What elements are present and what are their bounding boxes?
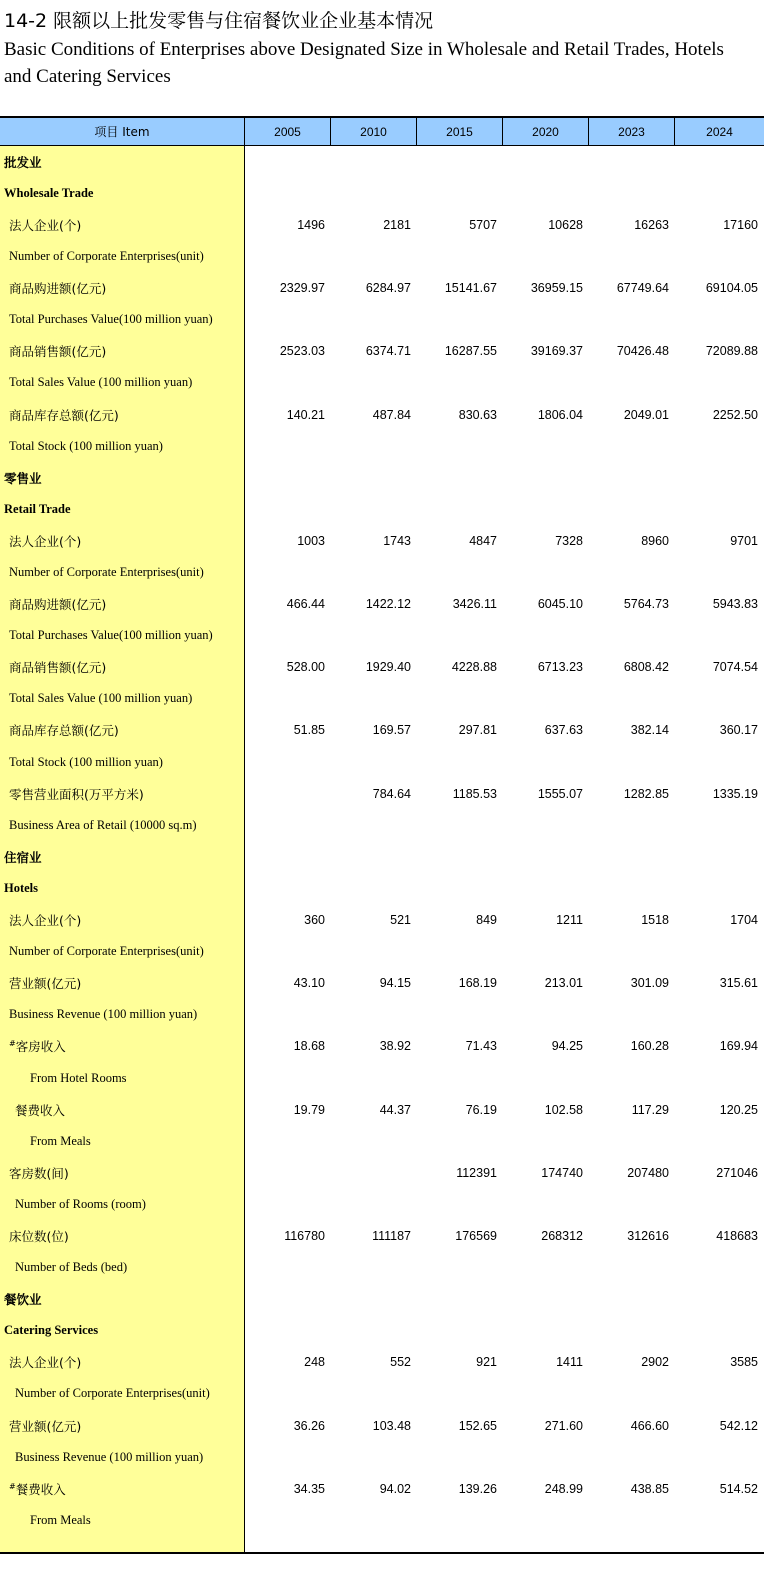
row-label: Number of Corporate Enterprises(unit) xyxy=(9,944,204,959)
table-cell: 6713.23 xyxy=(537,660,583,675)
table-cell: 830.63 xyxy=(458,407,497,422)
row-label: 营业额(亿元) xyxy=(9,1418,82,1434)
header-year: 2005 xyxy=(245,118,331,145)
table-row xyxy=(0,841,764,873)
header-year: 2024 xyxy=(675,118,764,145)
table-cell: 2049.01 xyxy=(623,407,669,422)
table-cell: 168.19 xyxy=(458,976,497,991)
row-label xyxy=(0,1480,245,1498)
table-cell: 103.48 xyxy=(372,1418,411,1433)
table-row xyxy=(0,967,764,999)
table-cell: 117.29 xyxy=(631,1102,669,1117)
table-cell: 1518 xyxy=(641,913,669,928)
table-row xyxy=(0,430,764,462)
table-row xyxy=(0,146,764,178)
row-label: From Meals xyxy=(30,1133,91,1148)
table-title-cn: 14-2 限额以上批发零售与住宿餐饮业企业基本情况 xyxy=(4,10,434,32)
table-cell: 139.26 xyxy=(458,1481,497,1496)
row-label: 商品库存总额(亿元) xyxy=(9,407,119,423)
table-cell: 315.61 xyxy=(719,976,758,991)
table-cell: 43.10 xyxy=(293,976,325,991)
table-row xyxy=(0,588,764,620)
table-row xyxy=(0,715,764,747)
row-label: 商品购进额(亿元) xyxy=(9,281,107,297)
table-cell: 4847 xyxy=(469,533,497,548)
table-cell: 382.14 xyxy=(630,723,669,738)
row-label: 法人企业(个) xyxy=(9,1355,82,1371)
table-cell: 140.21 xyxy=(286,407,325,422)
row-label: Number of Beds (bed) xyxy=(15,1260,128,1275)
table-row xyxy=(0,1094,764,1126)
table-cell: 19.79 xyxy=(293,1102,325,1117)
header-year: 2020 xyxy=(503,118,589,145)
table-cell: 921 xyxy=(476,1355,497,1370)
table-row xyxy=(0,304,764,336)
row-label: 商品销售额(亿元) xyxy=(9,660,107,676)
table-cell: 3585 xyxy=(730,1355,758,1370)
table-cell: 271.60 xyxy=(544,1418,583,1433)
table-cell: 1003 xyxy=(297,533,325,548)
table-row xyxy=(0,462,764,494)
table-cell: 1185.53 xyxy=(452,786,497,801)
row-label: 客房数(间) xyxy=(9,1165,69,1181)
section-label: 住宿业 xyxy=(4,849,42,865)
table-cell: 271046 xyxy=(716,1165,758,1180)
table-cell: 7074.54 xyxy=(712,660,758,675)
row-label: Total Stock (100 million yuan) xyxy=(9,754,163,769)
table-cell: 94.15 xyxy=(379,976,411,991)
row-label: Number of Corporate Enterprises(unit) xyxy=(9,565,204,580)
row-label: Total Sales Value (100 million yuan) xyxy=(9,691,193,706)
table-cell: 16287.55 xyxy=(444,344,497,359)
table-cell: 67749.64 xyxy=(616,281,669,296)
table-cell: 1335.19 xyxy=(712,786,758,801)
note-mark: # xyxy=(9,1481,16,1491)
table-cell: 1211 xyxy=(556,913,583,928)
table-cell: 301.09 xyxy=(630,976,669,991)
row-label: Number of Corporate Enterprises(unit) xyxy=(9,249,204,264)
table-cell: 4228.88 xyxy=(451,660,497,675)
table-cell: 1704 xyxy=(730,913,758,928)
table-row xyxy=(0,336,764,368)
table-cell: 34.35 xyxy=(293,1481,325,1496)
table-row xyxy=(0,494,764,526)
table-cell: 1411 xyxy=(556,1355,583,1370)
row-label: 商品销售额(亿元) xyxy=(9,344,107,360)
table-row xyxy=(0,936,764,968)
table-cell: 2902 xyxy=(641,1355,669,1370)
table-row xyxy=(0,746,764,778)
table-cell: 120.25 xyxy=(719,1102,758,1117)
row-label: 商品购进额(亿元) xyxy=(9,597,107,613)
section-label: Wholesale Trade xyxy=(4,185,94,200)
row-label: Business Revenue (100 million yuan) xyxy=(9,1007,198,1022)
table-row xyxy=(0,241,764,273)
table-row xyxy=(0,1125,764,1157)
table-title-en: Basic Conditions of Enterprises above Designated Size in Wholesale and Retail Trades, Hotels and Catering Services xyxy=(4,39,724,87)
table-cell: 2523.03 xyxy=(279,344,325,359)
row-label: Total Stock (100 million yuan) xyxy=(9,438,163,453)
table-row xyxy=(0,1062,764,1094)
table-row xyxy=(0,367,764,399)
table-cell: 16263 xyxy=(634,217,669,232)
table-cell: 1496 xyxy=(297,217,325,232)
table-row xyxy=(0,525,764,557)
section-label: Catering Services xyxy=(4,1323,99,1338)
table-row xyxy=(0,1410,764,1442)
header-year: 2010 xyxy=(331,118,417,145)
table-cell: 6808.42 xyxy=(623,660,669,675)
table-cell: 784.64 xyxy=(372,786,411,801)
table-row xyxy=(0,873,764,905)
table-cell: 5764.73 xyxy=(623,597,669,612)
row-label: 法人企业(个) xyxy=(9,533,82,549)
table-row xyxy=(0,1189,764,1221)
table-cell: 487.84 xyxy=(372,407,411,422)
table-cell: 438.85 xyxy=(630,1481,669,1496)
bottom-rule xyxy=(0,1552,764,1554)
table-cell: 111187 xyxy=(372,1228,411,1243)
table-cell: 71.43 xyxy=(465,1039,497,1054)
table-cell: 1743 xyxy=(383,533,411,548)
row-label: Business Area of Retail (10000 sq.m) xyxy=(9,817,197,832)
row-label: 商品库存总额(亿元) xyxy=(9,723,119,739)
table-cell: 466.60 xyxy=(630,1418,669,1433)
table-cell: 169.57 xyxy=(372,723,411,738)
table-cell: 521 xyxy=(390,913,411,928)
table-row xyxy=(0,809,764,841)
table-cell: 466.44 xyxy=(286,597,325,612)
table-row xyxy=(0,1220,764,1252)
table-cell: 70426.48 xyxy=(616,344,669,359)
table-row xyxy=(0,1505,764,1537)
table-cell: 637.63 xyxy=(544,723,583,738)
table-row xyxy=(0,683,764,715)
table-cell: 213.01 xyxy=(544,976,583,991)
table-row xyxy=(0,999,764,1031)
row-label: 床位数(位) xyxy=(9,1228,69,1244)
table-cell: 5707 xyxy=(469,217,497,232)
table-cell: 152.65 xyxy=(458,1418,497,1433)
table-row xyxy=(0,272,764,304)
table-cell: 17160 xyxy=(723,217,758,232)
table-cell: 38.92 xyxy=(379,1039,411,1054)
table-cell: 1929.40 xyxy=(365,660,411,675)
section-label: Hotels xyxy=(4,880,39,895)
table-cell: 2181 xyxy=(383,217,411,232)
header-year: 2015 xyxy=(417,118,503,145)
header-year: 2023 xyxy=(589,118,675,145)
table-cell: 39169.37 xyxy=(530,344,583,359)
table-cell: 2329.97 xyxy=(279,281,325,296)
table-cell: 1282.85 xyxy=(623,786,669,801)
row-label: Number of Rooms (room) xyxy=(15,1196,146,1211)
table-cell: 552 xyxy=(390,1355,411,1370)
table-cell: 1806.04 xyxy=(537,407,583,422)
table-row xyxy=(0,904,764,936)
table-cell: 3426.11 xyxy=(452,597,497,612)
row-label: 法人企业(个) xyxy=(9,217,82,233)
table-row xyxy=(0,209,764,241)
row-label: Number of Corporate Enterprises(unit) xyxy=(15,1386,210,1401)
table-cell: 1555.07 xyxy=(537,786,583,801)
table-cell: 76.19 xyxy=(465,1102,497,1117)
section-label: 批发业 xyxy=(4,154,42,170)
table-cell: 297.81 xyxy=(458,723,497,738)
row-label: Total Purchases Value(100 million yuan) xyxy=(9,312,213,327)
row-label: From Hotel Rooms xyxy=(30,1070,127,1085)
table-cell: 102.58 xyxy=(544,1102,583,1117)
table-cell: 528.00 xyxy=(286,660,325,675)
table-cell: 514.52 xyxy=(719,1481,758,1496)
table-cell: 36959.15 xyxy=(530,281,583,296)
table-row xyxy=(0,620,764,652)
table-cell: 268312 xyxy=(541,1228,583,1243)
table-row xyxy=(0,1031,764,1063)
table-row xyxy=(0,1441,764,1473)
section-label: 零售业 xyxy=(4,470,42,486)
table-row xyxy=(0,1252,764,1284)
table-cell: 69104.05 xyxy=(705,281,758,296)
table-cell: 849 xyxy=(476,913,497,928)
row-label: 法人企业(个) xyxy=(9,913,82,929)
table-row xyxy=(0,1473,764,1505)
table-header xyxy=(0,118,764,146)
row-label: Total Sales Value (100 million yuan) xyxy=(9,375,193,390)
row-label: 零售营业面积(万平方米) xyxy=(9,786,144,802)
table-row xyxy=(0,557,764,589)
table-cell: 10628 xyxy=(548,217,583,232)
note-mark: # xyxy=(9,1039,16,1049)
row-label-text: 客房收入 xyxy=(15,1039,66,1055)
table-cell: 1422.12 xyxy=(365,597,411,612)
table-cell: 112391 xyxy=(456,1165,497,1180)
row-label: 营业额(亿元) xyxy=(9,976,82,992)
row-label: From Meals xyxy=(30,1512,91,1527)
table-cell: 169.94 xyxy=(719,1039,758,1054)
table-cell: 94.25 xyxy=(551,1039,583,1054)
table-cell: 116780 xyxy=(284,1228,325,1243)
table-body xyxy=(0,146,764,1536)
table-row xyxy=(0,1157,764,1189)
table-row xyxy=(0,778,764,810)
table-cell: 72089.88 xyxy=(705,344,758,359)
row-label-text: 餐费收入 xyxy=(15,1481,66,1497)
table-cell: 94.02 xyxy=(379,1481,411,1496)
table-cell: 51.85 xyxy=(293,723,325,738)
table-cell: 174740 xyxy=(541,1165,583,1180)
section-label: 餐饮业 xyxy=(4,1292,42,1308)
table-cell: 6045.10 xyxy=(537,597,583,612)
table-cell: 176569 xyxy=(455,1228,497,1243)
table-row xyxy=(0,1315,764,1347)
table-cell: 160.28 xyxy=(630,1039,669,1054)
table-row xyxy=(0,1378,764,1410)
table-cell: 36.26 xyxy=(293,1418,325,1433)
table-row xyxy=(0,399,764,431)
row-label: 餐费收入 xyxy=(15,1102,66,1118)
table-row xyxy=(0,1283,764,1315)
table-cell: 8960 xyxy=(641,533,669,548)
table-cell: 6374.71 xyxy=(365,344,411,359)
table-cell: 18.68 xyxy=(293,1039,325,1054)
section-label: Retail Trade xyxy=(4,501,71,516)
table-row xyxy=(0,178,764,210)
table-cell: 15141.67 xyxy=(444,281,497,296)
table-cell: 248 xyxy=(304,1355,325,1370)
header-item: 项目 Item xyxy=(0,118,245,145)
table-cell: 2252.50 xyxy=(712,407,758,422)
table-cell: 312616 xyxy=(627,1228,669,1243)
row-label: Business Revenue (100 million yuan) xyxy=(15,1449,204,1464)
table-cell: 418683 xyxy=(716,1228,758,1243)
table-cell: 360.17 xyxy=(719,723,758,738)
table-cell: 7328 xyxy=(555,533,583,548)
table-cell: 5943.83 xyxy=(712,597,758,612)
table-row xyxy=(0,652,764,684)
table-cell: 360 xyxy=(304,913,325,928)
table-row xyxy=(0,1347,764,1379)
table-cell: 44.37 xyxy=(379,1102,411,1117)
row-label: Total Purchases Value(100 million yuan) xyxy=(9,628,213,643)
table-cell: 9701 xyxy=(730,533,758,548)
table-cell: 6284.97 xyxy=(365,281,411,296)
table-cell: 207480 xyxy=(627,1165,669,1180)
table-cell: 248.99 xyxy=(544,1481,583,1496)
table-cell: 542.12 xyxy=(719,1418,758,1433)
row-label xyxy=(0,1037,245,1055)
